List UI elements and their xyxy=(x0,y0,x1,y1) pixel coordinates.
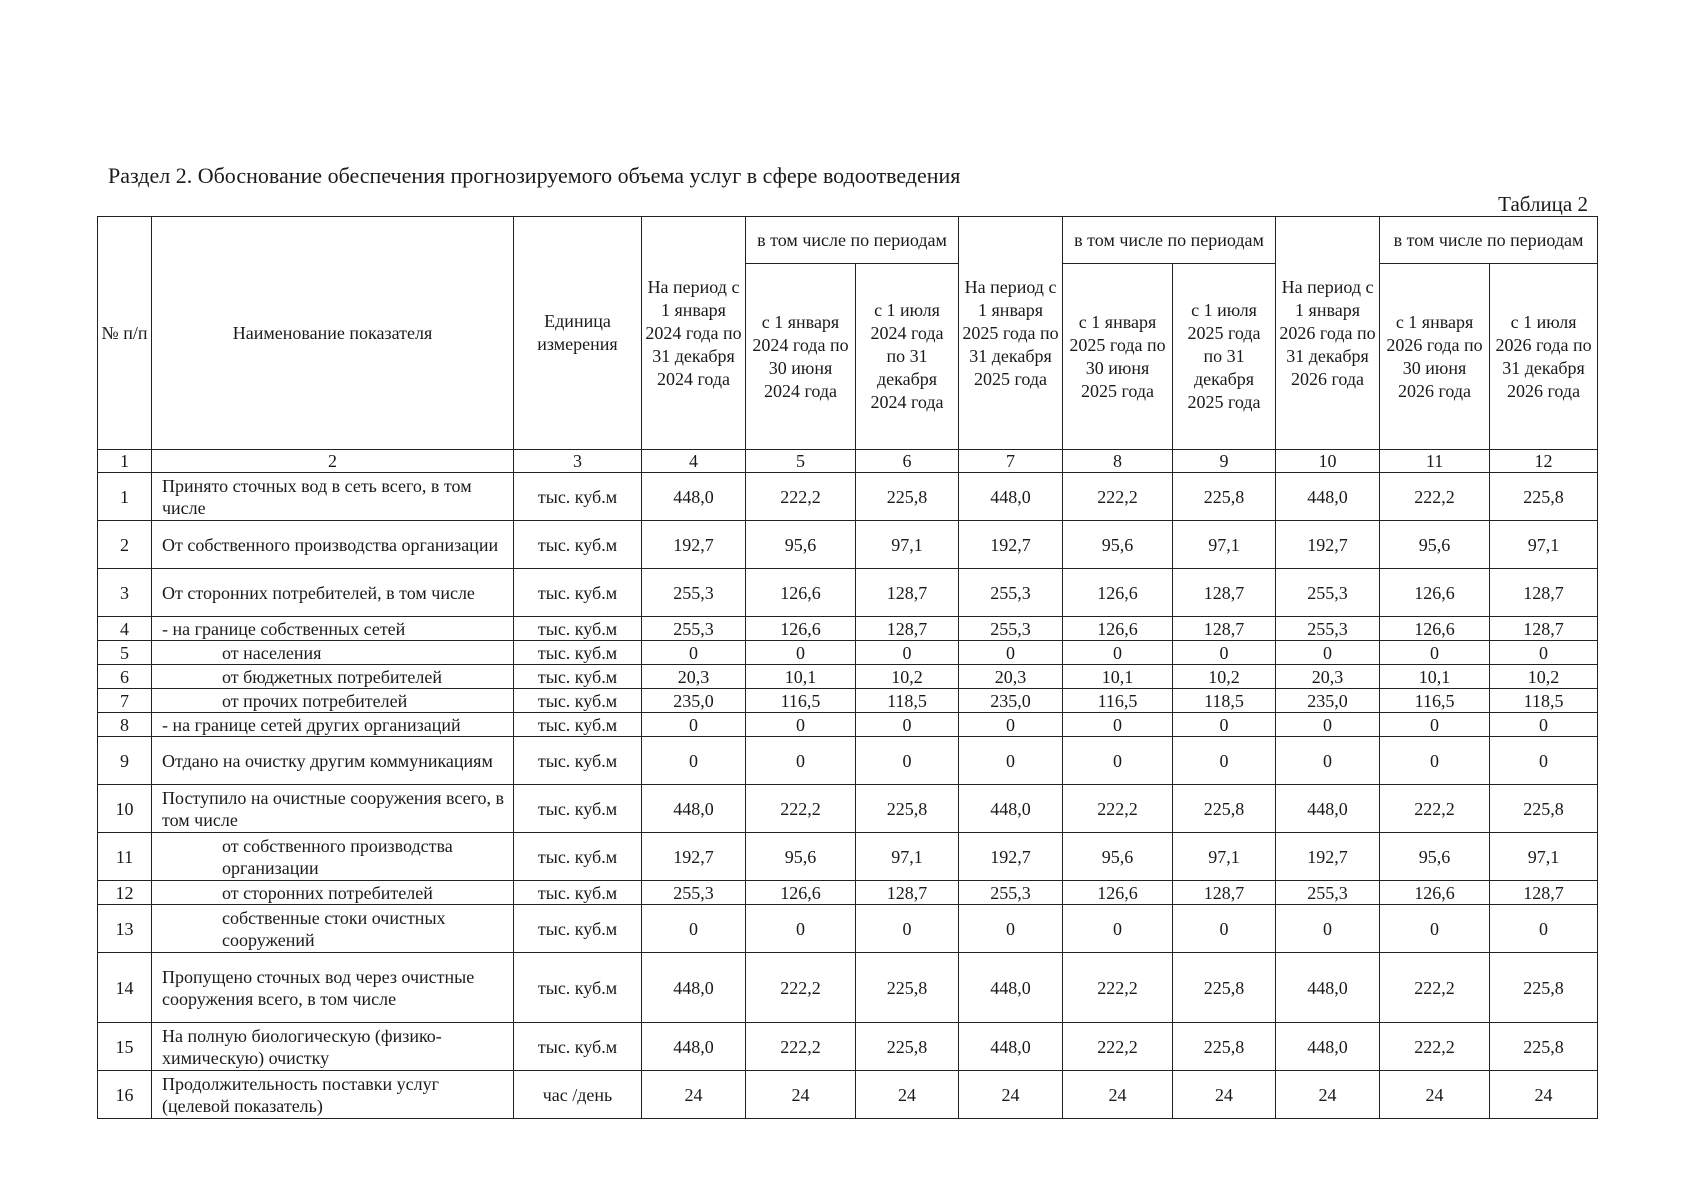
indicator-name-cell: - на границе сетей других организаций xyxy=(152,713,514,737)
value-cell: 24 xyxy=(1063,1071,1173,1119)
table-row xyxy=(98,1023,1598,1071)
value-cell: 24 xyxy=(856,1071,959,1119)
value-cell: 126,6 xyxy=(1380,881,1490,905)
table-row xyxy=(98,905,1598,953)
row-number-cell: 5 xyxy=(98,641,152,665)
value-cell: 222,2 xyxy=(746,1023,856,1071)
indicator-name-cell: - на границе собственных сетей xyxy=(152,617,514,641)
row-number-cell: 10 xyxy=(98,785,152,833)
value-cell: 0 xyxy=(642,905,746,953)
row-number-cell: 16 xyxy=(98,1071,152,1119)
value-cell: 222,2 xyxy=(1063,953,1173,1023)
column-number: 6 xyxy=(856,450,959,473)
table-header xyxy=(98,217,1598,473)
value-cell: 0 xyxy=(856,737,959,785)
value-cell: 222,2 xyxy=(746,953,856,1023)
value-cell: 448,0 xyxy=(642,1023,746,1071)
unit-cell: тыс. куб.м xyxy=(514,833,642,881)
value-cell: 225,8 xyxy=(1490,473,1598,521)
column-number: 9 xyxy=(1173,450,1276,473)
value-cell: 126,6 xyxy=(746,617,856,641)
row-number-cell: 15 xyxy=(98,1023,152,1071)
value-cell: 192,7 xyxy=(642,833,746,881)
value-cell: 126,6 xyxy=(1380,617,1490,641)
indicator-name-cell: Принято сточных вод в сеть всего, в том числе xyxy=(152,473,514,521)
value-cell: 448,0 xyxy=(642,953,746,1023)
value-cell: 255,3 xyxy=(959,569,1063,617)
value-cell: 192,7 xyxy=(959,521,1063,569)
value-cell: 255,3 xyxy=(959,881,1063,905)
value-cell: 24 xyxy=(1490,1071,1598,1119)
row-number-cell: 1 xyxy=(98,473,152,521)
value-cell: 0 xyxy=(1063,905,1173,953)
value-cell: 0 xyxy=(1490,737,1598,785)
value-cell: 10,1 xyxy=(1380,665,1490,689)
value-cell: 118,5 xyxy=(1490,689,1598,713)
header-incl-2026: в том числе по периодам xyxy=(1380,217,1598,264)
value-cell: 126,6 xyxy=(1063,881,1173,905)
value-cell: 0 xyxy=(959,905,1063,953)
column-number: 2 xyxy=(152,450,514,473)
value-cell: 0 xyxy=(959,737,1063,785)
value-cell: 128,7 xyxy=(1173,881,1276,905)
value-cell: 128,7 xyxy=(856,881,959,905)
indicator-name-cell: От собственного производства организации xyxy=(152,521,514,569)
value-cell: 0 xyxy=(746,905,856,953)
column-number: 4 xyxy=(642,450,746,473)
value-cell: 0 xyxy=(1380,713,1490,737)
value-cell: 225,8 xyxy=(1490,953,1598,1023)
value-cell: 24 xyxy=(642,1071,746,1119)
column-number: 1 xyxy=(98,450,152,473)
table-row xyxy=(98,641,1598,665)
indicator-name-cell: Продолжительность поставки услуг (целевой показатель) xyxy=(152,1071,514,1119)
indicator-name-cell: от собственного производства организации xyxy=(152,833,514,881)
row-number-cell: 12 xyxy=(98,881,152,905)
value-cell: 0 xyxy=(1276,641,1380,665)
column-number: 12 xyxy=(1490,450,1598,473)
value-cell: 126,6 xyxy=(1063,569,1173,617)
unit-cell: час /день xyxy=(514,1071,642,1119)
value-cell: 10,2 xyxy=(856,665,959,689)
table-row xyxy=(98,1071,1598,1119)
value-cell: 10,2 xyxy=(1173,665,1276,689)
unit-cell: тыс. куб.м xyxy=(514,953,642,1023)
table-row xyxy=(98,569,1598,617)
value-cell: 235,0 xyxy=(1276,689,1380,713)
value-cell: 128,7 xyxy=(1173,569,1276,617)
value-cell: 126,6 xyxy=(746,881,856,905)
indicator-name-cell: На полную биологическую (физико-химическую) очистку xyxy=(152,1023,514,1071)
header-period-2024: На период с 1 января 2024 года по 31 декабря 2024 года xyxy=(642,217,746,450)
value-cell: 0 xyxy=(1276,905,1380,953)
table-body xyxy=(98,473,1598,1119)
indicator-name-cell: От сторонних потребителей, в том числе xyxy=(152,569,514,617)
value-cell: 20,3 xyxy=(959,665,1063,689)
value-cell: 255,3 xyxy=(642,617,746,641)
value-cell: 128,7 xyxy=(1173,617,1276,641)
value-cell: 448,0 xyxy=(959,785,1063,833)
table-row xyxy=(98,689,1598,713)
value-cell: 448,0 xyxy=(959,1023,1063,1071)
table-row xyxy=(98,833,1598,881)
row-number-cell: 13 xyxy=(98,905,152,953)
indicator-name-cell: Отдано на очистку другим коммуникациям xyxy=(152,737,514,785)
unit-cell: тыс. куб.м xyxy=(514,665,642,689)
row-number-cell: 9 xyxy=(98,737,152,785)
value-cell: 235,0 xyxy=(959,689,1063,713)
row-number-cell: 6 xyxy=(98,665,152,689)
value-cell: 24 xyxy=(1276,1071,1380,1119)
value-cell: 235,0 xyxy=(642,689,746,713)
indicator-name-cell: от прочих потребителей xyxy=(152,689,514,713)
row-number-cell: 2 xyxy=(98,521,152,569)
unit-cell: тыс. куб.м xyxy=(514,689,642,713)
value-cell: 0 xyxy=(1380,641,1490,665)
value-cell: 95,6 xyxy=(746,833,856,881)
unit-cell: тыс. куб.м xyxy=(514,1023,642,1071)
value-cell: 222,2 xyxy=(1380,953,1490,1023)
table-row xyxy=(98,665,1598,689)
value-cell: 192,7 xyxy=(1276,833,1380,881)
header-num: № п/п xyxy=(98,217,152,450)
value-cell: 225,8 xyxy=(1490,785,1598,833)
indicator-name-cell: от бюджетных потребителей xyxy=(152,665,514,689)
value-cell: 95,6 xyxy=(1063,833,1173,881)
header-period-2026: На период с 1 января 2026 года по 31 декабря 2026 года xyxy=(1276,217,1380,450)
value-cell: 225,8 xyxy=(856,1023,959,1071)
value-cell: 0 xyxy=(1276,713,1380,737)
value-cell: 0 xyxy=(856,713,959,737)
value-cell: 0 xyxy=(746,713,856,737)
value-cell: 126,6 xyxy=(746,569,856,617)
value-cell: 10,2 xyxy=(1490,665,1598,689)
value-cell: 20,3 xyxy=(642,665,746,689)
table-row xyxy=(98,617,1598,641)
value-cell: 97,1 xyxy=(1173,521,1276,569)
table-row xyxy=(98,785,1598,833)
value-cell: 24 xyxy=(959,1071,1063,1119)
value-cell: 0 xyxy=(1490,713,1598,737)
value-cell: 448,0 xyxy=(1276,785,1380,833)
unit-cell: тыс. куб.м xyxy=(514,713,642,737)
value-cell: 116,5 xyxy=(1063,689,1173,713)
row-number-cell: 14 xyxy=(98,953,152,1023)
value-cell: 126,6 xyxy=(1063,617,1173,641)
value-cell: 97,1 xyxy=(856,833,959,881)
value-cell: 95,6 xyxy=(746,521,856,569)
unit-cell: тыс. куб.м xyxy=(514,641,642,665)
value-cell: 225,8 xyxy=(1173,473,1276,521)
table-row xyxy=(98,521,1598,569)
value-cell: 0 xyxy=(856,641,959,665)
value-cell: 222,2 xyxy=(1380,473,1490,521)
value-cell: 448,0 xyxy=(1276,473,1380,521)
indicator-name-cell: собственные стоки очистных сооружений xyxy=(152,905,514,953)
value-cell: 97,1 xyxy=(1490,833,1598,881)
value-cell: 95,6 xyxy=(1380,833,1490,881)
value-cell: 192,7 xyxy=(959,833,1063,881)
value-cell: 24 xyxy=(1380,1071,1490,1119)
unit-cell: тыс. куб.м xyxy=(514,569,642,617)
header-period-2025: На период с 1 января 2025 года по 31 декабря 2025 года xyxy=(959,217,1063,450)
indicator-name-cell: Поступило на очистные сооружения всего, в том числе xyxy=(152,785,514,833)
value-cell: 448,0 xyxy=(959,953,1063,1023)
value-cell: 225,8 xyxy=(856,785,959,833)
value-cell: 225,8 xyxy=(1173,785,1276,833)
unit-cell: тыс. куб.м xyxy=(514,473,642,521)
row-number-cell: 7 xyxy=(98,689,152,713)
value-cell: 97,1 xyxy=(1490,521,1598,569)
column-number: 3 xyxy=(514,450,642,473)
value-cell: 0 xyxy=(959,641,1063,665)
unit-cell: тыс. куб.м xyxy=(514,617,642,641)
value-cell: 0 xyxy=(642,641,746,665)
value-cell: 222,2 xyxy=(1063,473,1173,521)
value-cell: 128,7 xyxy=(856,617,959,641)
indicator-name-cell: от сторонних потребителей xyxy=(152,881,514,905)
value-cell: 0 xyxy=(746,737,856,785)
value-cell: 225,8 xyxy=(856,953,959,1023)
value-cell: 448,0 xyxy=(959,473,1063,521)
value-cell: 0 xyxy=(1063,737,1173,785)
unit-cell: тыс. куб.м xyxy=(514,737,642,785)
value-cell: 0 xyxy=(746,641,856,665)
value-cell: 0 xyxy=(1173,641,1276,665)
value-cell: 222,2 xyxy=(746,785,856,833)
value-cell: 128,7 xyxy=(1490,617,1598,641)
header-incl-2024: в том числе по периодам xyxy=(746,217,959,264)
header-unit: Единица измерения xyxy=(514,217,642,450)
value-cell: 448,0 xyxy=(1276,953,1380,1023)
value-cell: 0 xyxy=(1173,713,1276,737)
value-cell: 255,3 xyxy=(642,569,746,617)
value-cell: 225,8 xyxy=(1173,1023,1276,1071)
value-cell: 255,3 xyxy=(1276,881,1380,905)
value-cell: 225,8 xyxy=(1173,953,1276,1023)
header-h2-2026: с 1 июля 2026 года по 31 декабря 2026 года xyxy=(1490,264,1598,450)
column-number: 8 xyxy=(1063,450,1173,473)
table-row xyxy=(98,953,1598,1023)
value-cell: 10,1 xyxy=(1063,665,1173,689)
unit-cell: тыс. куб.м xyxy=(514,881,642,905)
value-cell: 0 xyxy=(1063,641,1173,665)
value-cell: 255,3 xyxy=(642,881,746,905)
value-cell: 128,7 xyxy=(856,569,959,617)
section-title: Раздел 2. Обоснование обеспечения прогнозируемого объема услуг в сфере водоотведения xyxy=(108,163,961,188)
unit-cell: тыс. куб.м xyxy=(514,905,642,953)
value-cell: 0 xyxy=(1380,737,1490,785)
value-cell: 222,2 xyxy=(1380,1023,1490,1071)
value-cell: 128,7 xyxy=(1490,569,1598,617)
value-cell: 255,3 xyxy=(1276,569,1380,617)
value-cell: 448,0 xyxy=(642,785,746,833)
value-cell: 128,7 xyxy=(1490,881,1598,905)
column-number: 10 xyxy=(1276,450,1380,473)
value-cell: 192,7 xyxy=(1276,521,1380,569)
table-row xyxy=(98,473,1598,521)
column-number: 5 xyxy=(746,450,856,473)
value-cell: 0 xyxy=(856,905,959,953)
table-row xyxy=(98,881,1598,905)
value-cell: 222,2 xyxy=(746,473,856,521)
value-cell: 0 xyxy=(642,713,746,737)
value-cell: 222,2 xyxy=(1063,785,1173,833)
header-h2-2024: с 1 июля 2024 года по 31 декабря 2024 года xyxy=(856,264,959,450)
row-number-cell: 4 xyxy=(98,617,152,641)
header-incl-2025: в том числе по периодам xyxy=(1063,217,1276,264)
column-number-row xyxy=(98,450,1598,473)
table-row xyxy=(98,737,1598,785)
indicator-name-cell: Пропущено сточных вод через очистные сооружения всего, в том числе xyxy=(152,953,514,1023)
value-cell: 448,0 xyxy=(642,473,746,521)
value-cell: 225,8 xyxy=(1490,1023,1598,1071)
value-cell: 116,5 xyxy=(746,689,856,713)
value-cell: 20,3 xyxy=(1276,665,1380,689)
header-h1-2024: с 1 января 2024 года по 30 июня 2024 года xyxy=(746,264,856,450)
value-cell: 0 xyxy=(1063,713,1173,737)
value-cell: 0 xyxy=(1380,905,1490,953)
row-number-cell: 11 xyxy=(98,833,152,881)
indicator-name-cell: от населения xyxy=(152,641,514,665)
value-cell: 225,8 xyxy=(856,473,959,521)
value-cell: 118,5 xyxy=(856,689,959,713)
unit-cell: тыс. куб.м xyxy=(514,521,642,569)
value-cell: 97,1 xyxy=(856,521,959,569)
value-cell: 192,7 xyxy=(642,521,746,569)
header-h1-2025: с 1 января 2025 года по 30 июня 2025 года xyxy=(1063,264,1173,450)
value-cell: 222,2 xyxy=(1063,1023,1173,1071)
value-cell: 126,6 xyxy=(1380,569,1490,617)
row-number-cell: 8 xyxy=(98,713,152,737)
header-h1-2026: с 1 января 2026 года по 30 июня 2026 года xyxy=(1380,264,1490,450)
value-cell: 255,3 xyxy=(959,617,1063,641)
row-number-cell: 3 xyxy=(98,569,152,617)
value-cell: 255,3 xyxy=(1276,617,1380,641)
header-name: Наименование показателя xyxy=(152,217,514,450)
value-cell: 95,6 xyxy=(1063,521,1173,569)
value-cell: 116,5 xyxy=(1380,689,1490,713)
value-cell: 0 xyxy=(959,713,1063,737)
value-cell: 0 xyxy=(1173,905,1276,953)
header-h2-2025: с 1 июля 2025 года по 31 декабря 2025 года xyxy=(1173,264,1276,450)
value-cell: 0 xyxy=(1490,641,1598,665)
table-label: Таблица 2 xyxy=(1498,192,1588,216)
value-cell: 448,0 xyxy=(1276,1023,1380,1071)
water-disposal-table xyxy=(97,216,1598,1119)
column-number: 7 xyxy=(959,450,1063,473)
value-cell: 0 xyxy=(1173,737,1276,785)
value-cell: 95,6 xyxy=(1380,521,1490,569)
value-cell: 0 xyxy=(1276,737,1380,785)
column-number: 11 xyxy=(1380,450,1490,473)
value-cell: 24 xyxy=(1173,1071,1276,1119)
table-row xyxy=(98,713,1598,737)
value-cell: 0 xyxy=(1490,905,1598,953)
unit-cell: тыс. куб.м xyxy=(514,785,642,833)
value-cell: 24 xyxy=(746,1071,856,1119)
value-cell: 222,2 xyxy=(1380,785,1490,833)
value-cell: 97,1 xyxy=(1173,833,1276,881)
value-cell: 0 xyxy=(642,737,746,785)
value-cell: 118,5 xyxy=(1173,689,1276,713)
value-cell: 10,1 xyxy=(746,665,856,689)
